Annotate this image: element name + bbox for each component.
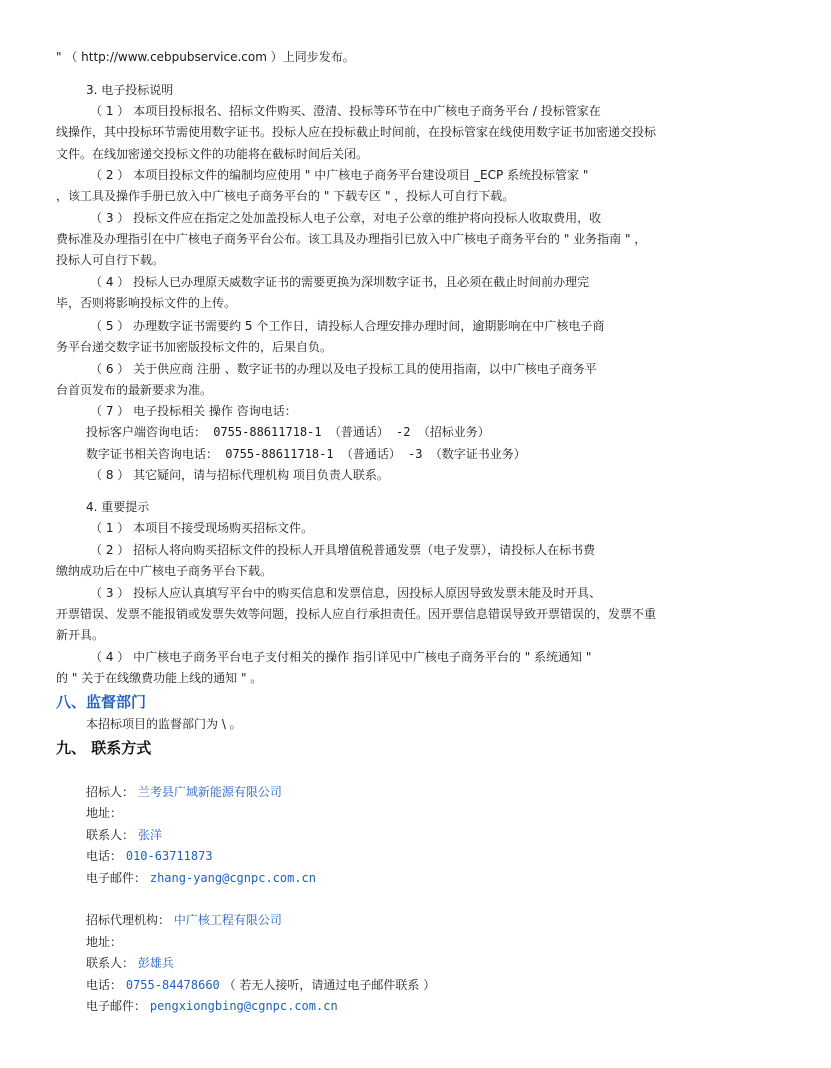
contact-person-row (86, 955, 806, 971)
contact-person-label: 联系人： (86, 956, 135, 970)
contact-person-name: 彭雄兵 (137, 956, 174, 970)
address-label: 地址： (86, 806, 123, 820)
text-line: 投标客户端咨询电话： 0755-88611718-1 （普通话） -2 （招标业务） (86, 425, 490, 439)
text-line: （ 5 ） 办理数字证书需要约 5 个工作日，请投标人合理安排办理时间，逾期影响在中广核电子商 (90, 319, 605, 333)
text-line: 费标准及办理指引在中广核电子商务平台公布。该工具及办理指引已放入中广核电子商务平台的 " 业务指南 " ， (56, 232, 647, 246)
text-line: 的 " 关于在线缴费功能上线的通知 " 。 (56, 671, 263, 685)
text-line: 开票错误、发票不能报销或发票失效等问题，投标人应自行承担责任。因开票信息错误导致开票错误的，发票不重 (56, 607, 657, 621)
email-row (86, 998, 806, 1014)
email-link[interactable]: pengxiongbing@cgnpc.com.cn (149, 999, 338, 1013)
address-row (86, 934, 806, 950)
phone-number: 010-63711873 (125, 849, 213, 863)
heading-supervision: 八、监督部门 (56, 693, 147, 711)
text-line: 本招标项目的监督部门为 \ 。 (86, 717, 242, 731)
contact-person-name: 张洋 (137, 828, 162, 842)
text-line: （ 2 ） 招标人将向购买招标文件的投标人开具增值税普通发票（电子发票），请投标人在标书费 (90, 543, 596, 557)
section-heading: 3. 电子投标说明 (86, 83, 174, 97)
text-line: 新开具。 (56, 628, 105, 642)
email-link[interactable]: zhang-yang@cgnpc.com.cn (149, 871, 317, 885)
text-line: （ 3 ） 投标人应认真填写平台中的购买信息和发票信息，因投标人原因导致发票未能及时开具、 (90, 586, 602, 600)
agency-name: 中广核工程有限公司 (173, 913, 282, 927)
text-line: （ 6 ） 关于供应商 注册 、数字证书的办理以及电子投标工具的使用指南，以中广核电子商务平 (90, 362, 597, 376)
text-line: 台首页发布的最新要求为准。 (56, 383, 213, 397)
tenderer-name: 兰考县广域新能源有限公司 (137, 785, 282, 799)
email-label: 电子邮件： (86, 999, 147, 1013)
phone-label: 电话： (86, 849, 123, 863)
address-row (86, 805, 806, 821)
text-line: （ 1 ） 本项目投标报名、招标文件购买、澄清、投标等环节在中广核电子商务平台 / 投标管家在 (90, 104, 601, 118)
text-line: 毕，否则将影响投标文件的上传。 (56, 296, 237, 310)
text-line: （ 4 ） 投标人已办理原天威数字证书的需要更换为深圳数字证书，且必须在截止时间前办理完 (90, 275, 590, 289)
phone-note: （ 若无人接听，请通过电子邮件联系 ） (223, 978, 436, 992)
text-line: 数字证书相关咨询电话： 0755-88611718-1 （普通话） -3 （数字证书业务） (86, 447, 526, 461)
text-line: 务平台递交数字证书加密版投标文件的，后果自负。 (56, 340, 333, 354)
text-line: （ 2 ） 本项目投标文件的编制均应使用 " 中广核电子商务平台建设项目 _ECP 系统投标管家 " (90, 168, 589, 182)
text-line: ，该工具及操作手册已放入中广核电子商务平台的 " 下载专区 " ，投标人可自行下载。 (56, 189, 515, 203)
text-line: （ 4 ） 中广核电子商务平台电子支付相关的操作 指引详见中广核电子商务平台的 " 系统通知 " (90, 650, 592, 664)
phone-row (86, 977, 806, 993)
phone-row (86, 848, 806, 864)
text-line: （ 8 ） 其它疑问，请与招标代理机构 项目负责人联系。 (90, 468, 389, 482)
section-heading: 4. 重要提示 (86, 500, 150, 514)
text-line: （ 1 ） 本项目不接受现场购买招标文件。 (90, 521, 314, 535)
contact-person-row (86, 827, 806, 843)
text-line: 文件。在线加密递交投标文件的功能将在截标时间后关闭。 (56, 147, 369, 161)
text-line: （ 3 ） 投标文件应在指定之处加盖投标人电子公章，对电子公章的维护将向投标人收取费用，收 (90, 211, 602, 225)
agency-label: 招标代理机构： (86, 913, 171, 927)
tenderer-label: 招标人： (86, 785, 135, 799)
text-line: " （ http://www.cebpubservice.com ）上同步发布。 (56, 50, 355, 64)
phone-number: 0755-84478660 (125, 978, 220, 992)
tenderer-row (86, 784, 806, 800)
contact-person-label: 联系人： (86, 828, 135, 842)
phone-label: 电话： (86, 978, 123, 992)
email-label: 电子邮件： (86, 871, 147, 885)
text-line: （ 7 ） 电子投标相关 操作 咨询电话： (90, 404, 297, 418)
heading-contact: 九、 联系方式 (56, 739, 152, 757)
text-line: 线操作，其中投标环节需使用数字证书。投标人应在投标截止时间前，在投标管家在线使用数字证书加密递交投标 (56, 125, 657, 139)
email-row (86, 870, 806, 886)
agency-row (86, 912, 806, 928)
address-label: 地址： (86, 935, 123, 949)
text-line: 投标人可自行下载。 (56, 253, 165, 267)
text-line: 缴纳成功后在中广核电子商务平台下载。 (56, 564, 273, 578)
